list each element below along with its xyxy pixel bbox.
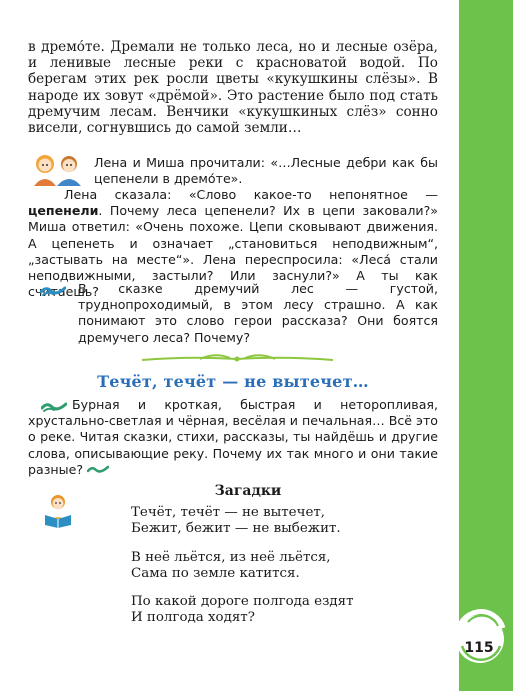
riddle-line: В неё льётся, из неё льётся, bbox=[131, 550, 331, 565]
decorative-divider bbox=[140, 350, 335, 368]
side-color-bar bbox=[459, 0, 513, 691]
riddles-title: Загадки bbox=[214, 483, 282, 499]
riddle-1 bbox=[131, 505, 431, 537]
page-number-swirl-icon bbox=[448, 598, 513, 668]
riddle-line: По какой дороге полгода ездят bbox=[131, 594, 354, 609]
text-span: Бурная и кроткая, быстрая и неторопливая, хрустально-светлая и чёрная, весёлая и печальная… Всё это о реке. Читая сказки, стихи, рассказы, ты найдёшь и другие слова, описывающие реку. Почему их так много и они такие разные? bbox=[28, 397, 438, 477]
paragraph-fairy-forest: В сказке дремучий лес — густой, труднопроходимый, в этом лесу страшно. А как понимают это слово герои рассказа? Они боятся дремучего леса? Почему? bbox=[78, 281, 438, 345]
text-span: Лена сказала: «Слово какое-то непонятное — bbox=[64, 187, 438, 202]
child-reading-book-icon bbox=[40, 493, 76, 529]
text-span: . Почему леса цепенели? Их в цепи заковали?» Миша ответил: «Очень похоже. Цепи сковывают движения. А цепенеть и означает „становиться неподвижным“, „застывать на месте“». Лена переспросила: «Леса́ стали неподвижными, застыли? Или заснули?» А ты как считаешь? bbox=[28, 203, 438, 300]
riddle-line: И полгода ходят? bbox=[131, 610, 255, 626]
green-wave-end-icon bbox=[87, 465, 109, 475]
paragraph-forest-dream: в дремо́те. Дремали не только леса, но и лесные озёра, и ленивые лесные реки с красноватой водой. По берегам этих рек росли цветы «кукушкины слёзы». В народе их зовут «дрёмой». Это растение было под стать дремучим лесам. Венчики «кукушкиных слёз» сонно висели, согнувшись до самой земли… bbox=[28, 39, 438, 137]
paragraph-lena-misha: Лена и Миша прочитали: «…Лесные дебри как бы цепенели в дремо́те». bbox=[94, 155, 438, 187]
riddle-line: Бежит, бежит — не выбежит. bbox=[131, 521, 341, 537]
riddle-line: Сама по земле катится. bbox=[131, 566, 300, 582]
blue-wave-marker-icon bbox=[40, 285, 66, 297]
riddle-line: Течёт, течёт — не вытечет, bbox=[131, 505, 326, 520]
two-children-icon bbox=[30, 152, 88, 186]
section-heading: Течёт, течёт — не вытечет… bbox=[97, 372, 369, 391]
bold-word: цепенели bbox=[28, 203, 99, 219]
riddle-2 bbox=[131, 550, 431, 582]
page-number: 115 bbox=[464, 640, 494, 656]
paragraph-river bbox=[28, 397, 438, 478]
riddle-3 bbox=[131, 594, 431, 626]
